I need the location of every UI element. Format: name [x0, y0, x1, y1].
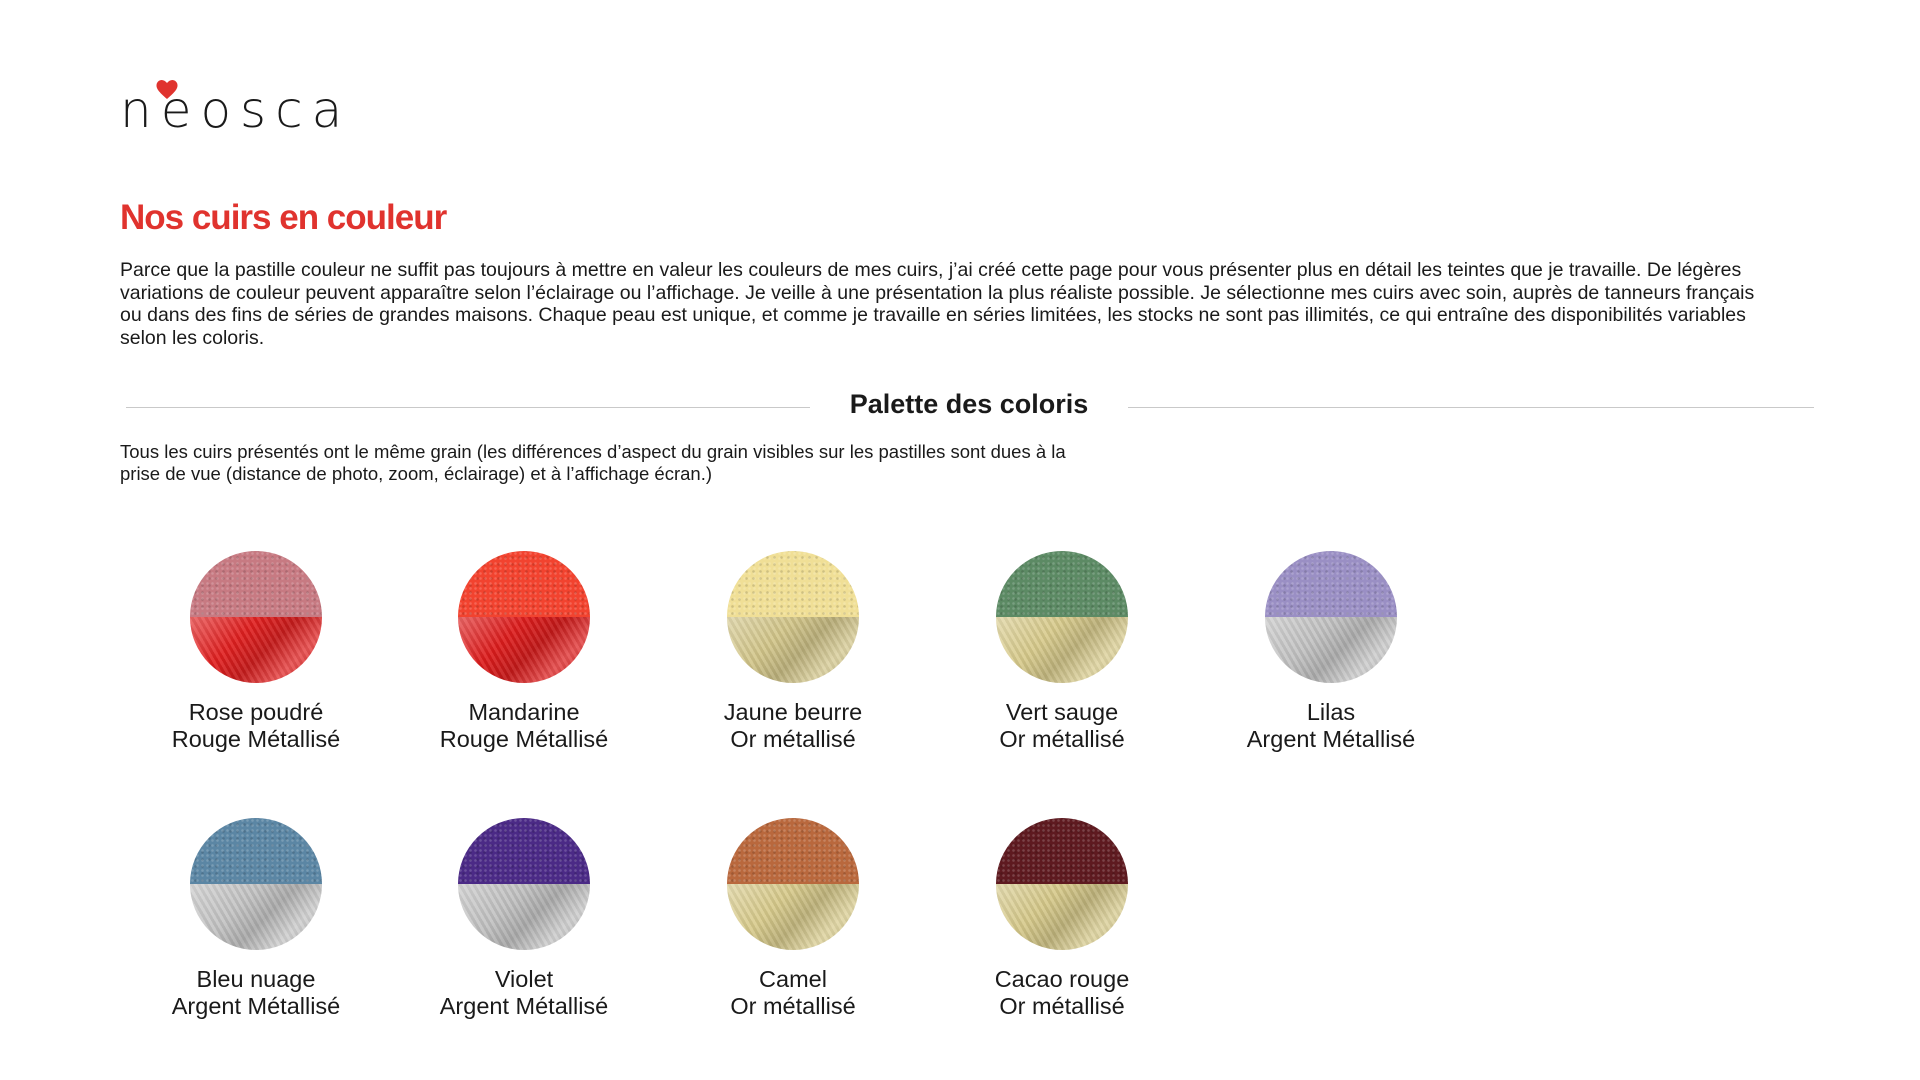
- swatch-rose-poudre[interactable]: [126, 551, 386, 753]
- swatch-top-half: [727, 818, 859, 884]
- swatch-bottom-half: [1265, 617, 1397, 683]
- swatch-disc: [996, 818, 1128, 950]
- intro-paragraph: Parce que la pastille couleur ne suffit pas toujours à mettre en valeur les couleurs de mes cuirs, j’ai créé cette page pour vous présenter plus en détail les teintes que je travaille. De légères variations de couleur peuvent apparaître selon l’éclairage ou l’affichage. Je veille à une présentation la plus réaliste possible. Je sélectionne mes cuirs avec soin, auprès de tanneurs français ou dans des fins de séries de grandes maisons. Chaque peau est unique, et comme je travaille en séries limitées, les stocks ne sont pas illimités, ce qui entraîne des disponibilités variables selon les coloris.: [120, 259, 1755, 349]
- swatch-name: Rose poudré: [188, 699, 324, 725]
- swatch-cacao-rouge[interactable]: [932, 818, 1192, 1020]
- swatch-bottom-half: [458, 884, 590, 950]
- swatch-camel[interactable]: [663, 818, 923, 1020]
- swatch-name: Jaune beurre: [723, 699, 863, 725]
- swatch-name: Cacao rouge: [994, 966, 1130, 992]
- swatch-disc: [727, 551, 859, 683]
- swatch-bottom-half: [727, 617, 859, 683]
- swatch-top-half: [458, 551, 590, 617]
- swatch-name: Mandarine: [468, 699, 580, 725]
- swatch-name: Vert sauge: [1005, 699, 1119, 725]
- swatch-violet[interactable]: [394, 818, 654, 1020]
- swatch-top-half: [458, 818, 590, 884]
- swatch-finish: Argent Métallisé: [171, 993, 341, 1019]
- swatch-top-half: [190, 818, 322, 884]
- swatch-top-half: [996, 551, 1128, 617]
- swatch-name: Violet: [494, 966, 554, 992]
- swatch-top-half: [727, 551, 859, 617]
- swatch-finish: Or métallisé: [730, 726, 856, 752]
- swatch-name: Camel: [759, 966, 827, 992]
- swatch-disc: [727, 818, 859, 950]
- swatch-top-half: [190, 551, 322, 617]
- swatch-disc: [996, 551, 1128, 683]
- swatch-mandarine[interactable]: [394, 551, 654, 753]
- swatch-disc: [190, 551, 322, 683]
- swatch-bottom-half: [190, 617, 322, 683]
- swatch-top-half: [1265, 551, 1397, 617]
- swatch-disc: [190, 818, 322, 950]
- section-title: Palette des coloris: [849, 389, 1089, 419]
- logo-wordmark: neosca: [120, 81, 352, 139]
- swatch-finish: Argent Métallisé: [1246, 726, 1416, 752]
- swatch-finish: Rouge Métallisé: [171, 726, 341, 752]
- swatch-name: Bleu nuage: [196, 966, 316, 992]
- swatch-finish: Or métallisé: [730, 993, 856, 1019]
- swatch-finish: Argent Métallisé: [439, 993, 609, 1019]
- swatch-disc: [458, 818, 590, 950]
- swatch-lilas[interactable]: [1201, 551, 1461, 753]
- swatch-bottom-half: [996, 617, 1128, 683]
- swatch-finish: Or métallisé: [999, 726, 1125, 752]
- swatch-vert-sauge[interactable]: [932, 551, 1192, 753]
- swatch-bottom-half: [996, 884, 1128, 950]
- swatch-bottom-half: [190, 884, 322, 950]
- swatch-bottom-half: [458, 617, 590, 683]
- swatch-bottom-half: [727, 884, 859, 950]
- grain-note: Tous les cuirs présentés ont le même grain (les différences d’aspect du grain visibles sur les pastilles sont dues à la prise de vue (distance de photo, zoom, éclairage) et à l’affichage écran.): [120, 441, 1066, 484]
- swatch-finish: Or métallisé: [999, 993, 1125, 1019]
- swatch-finish: Rouge Métallisé: [439, 726, 609, 752]
- swatch-bleu-nuage[interactable]: [126, 818, 386, 1020]
- swatch-disc: [1265, 551, 1397, 683]
- swatch-disc: [458, 551, 590, 683]
- page-title: Nos cuirs en couleur: [120, 198, 447, 237]
- swatch-jaune-beurre[interactable]: [663, 551, 923, 753]
- swatch-top-half: [996, 818, 1128, 884]
- swatch-name: Lilas: [1306, 699, 1356, 725]
